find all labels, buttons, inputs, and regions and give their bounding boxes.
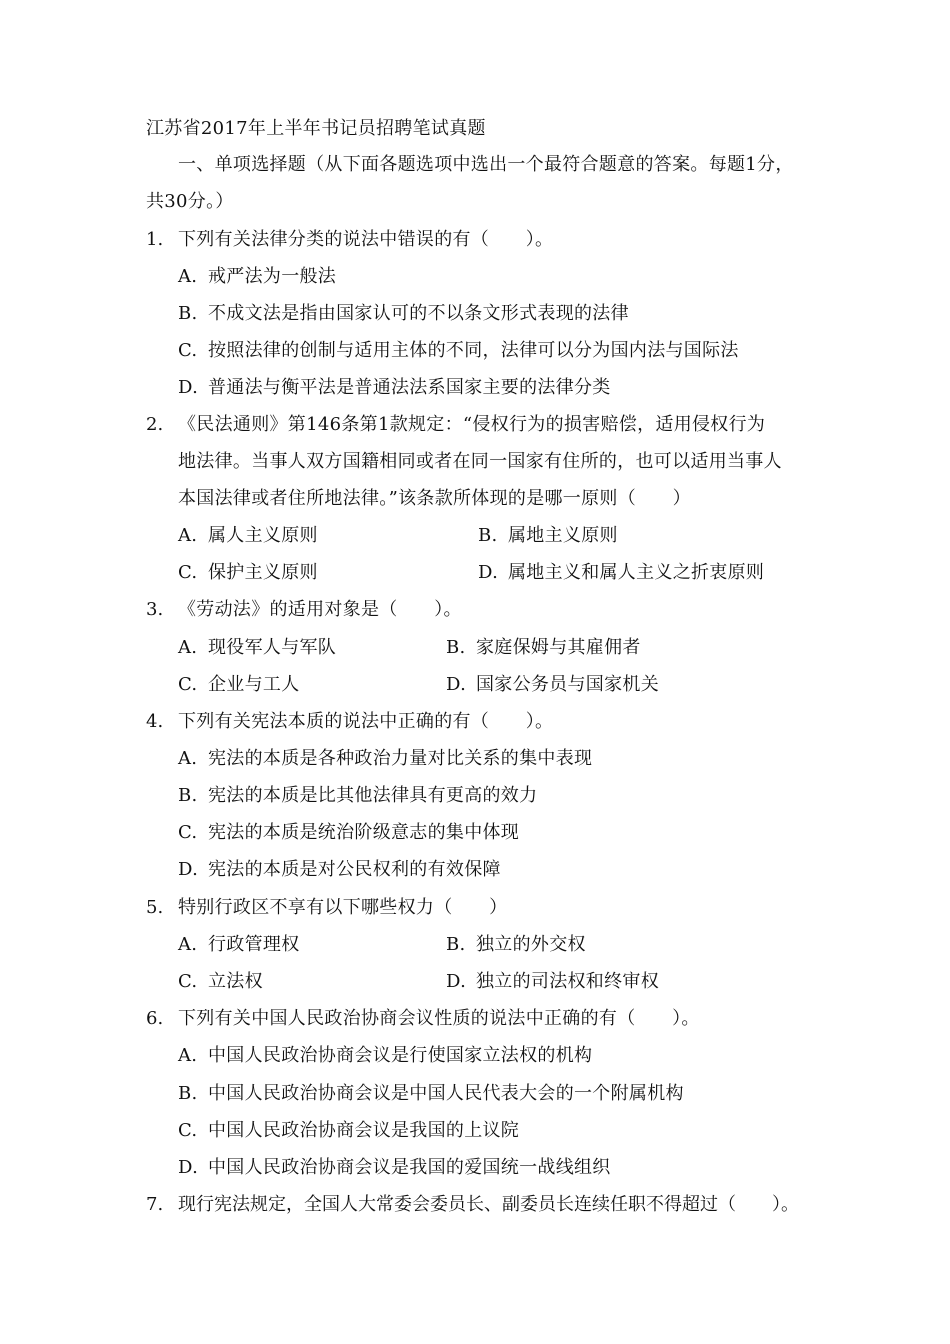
option-c [178, 970, 263, 994]
option-letter: B. [446, 934, 466, 955]
option-d [446, 970, 659, 994]
option-a [178, 524, 318, 548]
option-letter: B. [478, 525, 498, 546]
question-number: 7. [146, 1194, 164, 1215]
question-stem: 特别行政区不享有以下哪些权力（ ） [178, 897, 508, 918]
option-text: 属地主义原则 [508, 525, 618, 546]
option-letter: D. [446, 971, 467, 992]
option-text: 中国人民政治协商会议是行使国家立法权的机构 [208, 1045, 593, 1066]
option-b [446, 933, 586, 957]
option-a [178, 747, 592, 771]
option-a [178, 1044, 592, 1068]
question-number: 6. [146, 1008, 164, 1029]
option-letter: C. [178, 674, 198, 695]
option-letter: D. [178, 1157, 199, 1178]
option-text: 中国人民政治协商会议是我国的上议院 [208, 1120, 520, 1141]
section-heading-line-2: 共30分。） [146, 191, 234, 212]
option-d [446, 673, 659, 697]
option-text: 现役军人与军队 [208, 637, 337, 658]
option-d [178, 376, 611, 400]
option-text: 保护主义原则 [208, 562, 318, 583]
option-letter: B. [178, 785, 198, 806]
option-letter: D. [178, 377, 199, 398]
document-title: 江苏省2017年上半年书记员招聘笔试真题 [146, 118, 486, 139]
option-text: 按照法律的创制与适用主体的不同，法律可以分为国内法与国际法 [208, 340, 739, 361]
option-letter: B. [178, 303, 198, 324]
option-letter: A. [178, 637, 198, 658]
option-text: 不成文法是指由国家认可的不以条文形式表现的法律 [208, 303, 629, 324]
option-b [178, 784, 537, 808]
option-c [178, 339, 739, 363]
question-stem: 《劳动法》的适用对象是（ ）。 [178, 599, 462, 620]
question-stem: 地法律。当事人双方国籍相同或者在同一国家有住所的，也可以适用当事人 [178, 451, 782, 472]
option-letter: D. [446, 674, 467, 695]
question-number: 5. [146, 897, 164, 918]
option-a [178, 933, 300, 957]
option-b [478, 524, 618, 548]
option-letter: A. [178, 266, 198, 287]
option-c [178, 821, 519, 845]
option-letter: A. [178, 934, 198, 955]
option-text: 中国人民政治协商会议是中国人民代表大会的一个附属机构 [208, 1083, 684, 1104]
option-text: 普通法与衡平法是普通法法系国家主要的法律分类 [208, 377, 611, 398]
option-c [178, 673, 300, 697]
question-number: 2. [146, 414, 164, 435]
option-text: 行政管理权 [208, 934, 300, 955]
option-d [178, 1156, 611, 1180]
section-heading-line-1: 一、单项选择题（从下面各题选项中选出一个最符合题意的答案。每题1分， [178, 154, 794, 175]
option-letter: A. [178, 748, 198, 769]
option-text: 属人主义原则 [208, 525, 318, 546]
option-letter: C. [178, 1120, 198, 1141]
option-b [178, 1082, 684, 1106]
question-stem: 《民法通则》第146条第1款规定：“侵权行为的损害赔偿，适用侵权行为 [178, 414, 766, 435]
option-text: 宪法的本质是比其他法律具有更高的效力 [208, 785, 538, 806]
option-letter: C. [178, 562, 198, 583]
option-letter: D. [478, 562, 499, 583]
option-c [178, 1119, 519, 1143]
option-letter: B. [446, 637, 466, 658]
question-stem: 现行宪法规定，全国人大常委会委员长、副委员长连续任职不得超过（ ）。 [178, 1194, 799, 1215]
option-text: 宪法的本质是各种政治力量对比关系的集中表现 [208, 748, 593, 769]
option-letter: C. [178, 822, 198, 843]
option-a [178, 265, 336, 289]
option-text: 立法权 [208, 971, 263, 992]
question-stem: 本国法律或者住所地法律。”该条款所体现的是哪一原则（ ） [178, 488, 691, 509]
option-text: 独立的司法权和终审权 [476, 971, 659, 992]
option-text: 企业与工人 [208, 674, 300, 695]
option-text: 宪法的本质是对公民权利的有效保障 [208, 859, 501, 880]
option-c [178, 561, 318, 585]
option-a [178, 636, 336, 660]
question-stem: 下列有关法律分类的说法中错误的有（ ）。 [178, 229, 554, 250]
option-d [478, 561, 764, 585]
question-stem: 下列有关宪法本质的说法中正确的有（ ）。 [178, 711, 554, 732]
option-text: 国家公务员与国家机关 [476, 674, 659, 695]
option-letter: D. [178, 859, 199, 880]
question-stem: 下列有关中国人民政治协商会议性质的说法中正确的有（ ）。 [178, 1008, 700, 1029]
question-number: 3. [146, 599, 164, 620]
option-d [178, 858, 501, 882]
option-text: 戒严法为一般法 [208, 266, 337, 287]
option-letter: A. [178, 1045, 198, 1066]
option-b [178, 302, 629, 326]
option-text: 宪法的本质是统治阶级意志的集中体现 [208, 822, 520, 843]
option-text: 独立的外交权 [476, 934, 586, 955]
option-text: 属地主义和属人主义之折衷原则 [508, 562, 765, 583]
question-number: 1. [146, 229, 164, 250]
option-letter: B. [178, 1083, 198, 1104]
option-b [446, 636, 641, 660]
option-text: 中国人民政治协商会议是我国的爱国统一战线组织 [208, 1157, 611, 1178]
option-letter: C. [178, 971, 198, 992]
option-text: 家庭保姆与其雇佣者 [476, 637, 641, 658]
option-letter: C. [178, 340, 198, 361]
question-number: 4. [146, 711, 164, 732]
option-letter: A. [178, 525, 198, 546]
